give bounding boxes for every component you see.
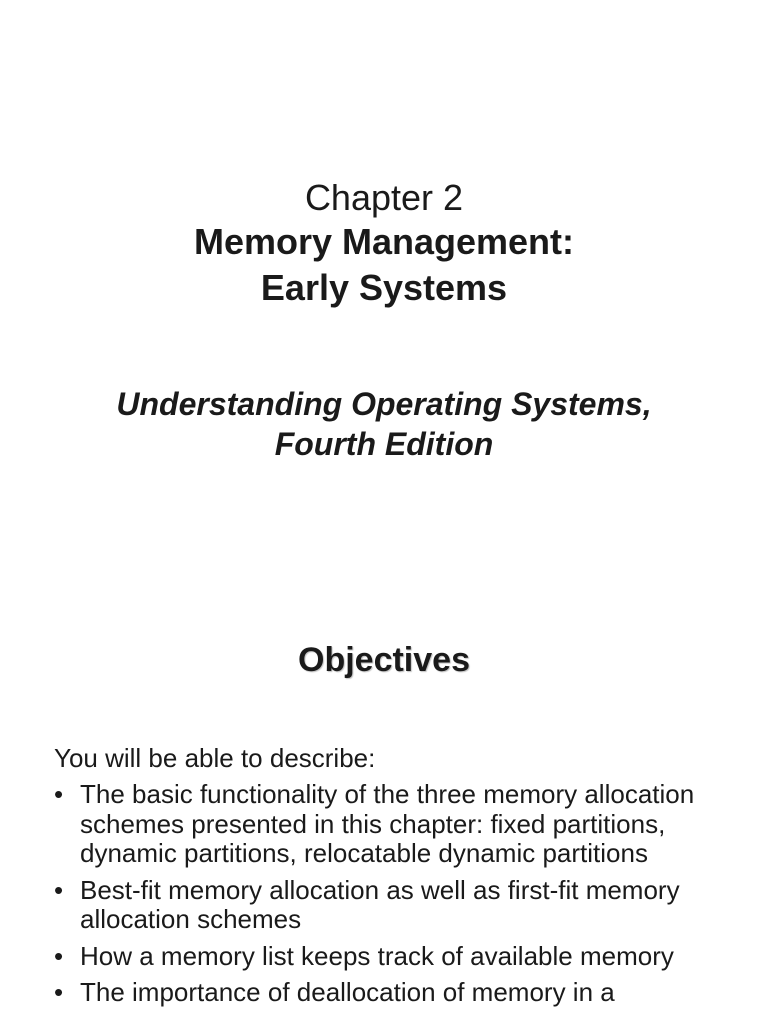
bullet-icon: • [54, 779, 64, 809]
bullet-text: The importance of deallocation of memory in a [80, 977, 615, 1007]
subtitle-line-2: Fourth Edition [274, 426, 494, 462]
title-line-1: Memory Management: [193, 221, 575, 262]
bullet-text: Best-fit memory allocation as well as first-fit memory allocation schemes [80, 874, 680, 934]
subtitle-line-1: Understanding Operating Systems, [116, 386, 652, 422]
bullet-icon: • [54, 940, 64, 971]
list-item [54, 876, 744, 935]
bullet-text: How a memory list keeps track of available memory [80, 940, 674, 971]
list-item [54, 942, 744, 972]
objectives-intro: You will be able to describe: [54, 743, 376, 773]
chapter-label: Chapter 2 [304, 177, 464, 218]
objectives-heading: Objectives [298, 641, 470, 679]
objectives-slide [0, 600, 768, 1024]
title-line-2: Early Systems [260, 267, 508, 308]
objectives-list [54, 780, 744, 1015]
bullet-icon: • [54, 874, 64, 905]
bullet-icon: • [54, 977, 64, 1007]
list-item [54, 780, 744, 869]
bullet-text: The basic functionality of the three memory allocation schemes presented in this chapter: fixed partitions, dynamic partitions, relocatable dynamic partitions [80, 779, 695, 868]
list-item [54, 978, 744, 1008]
